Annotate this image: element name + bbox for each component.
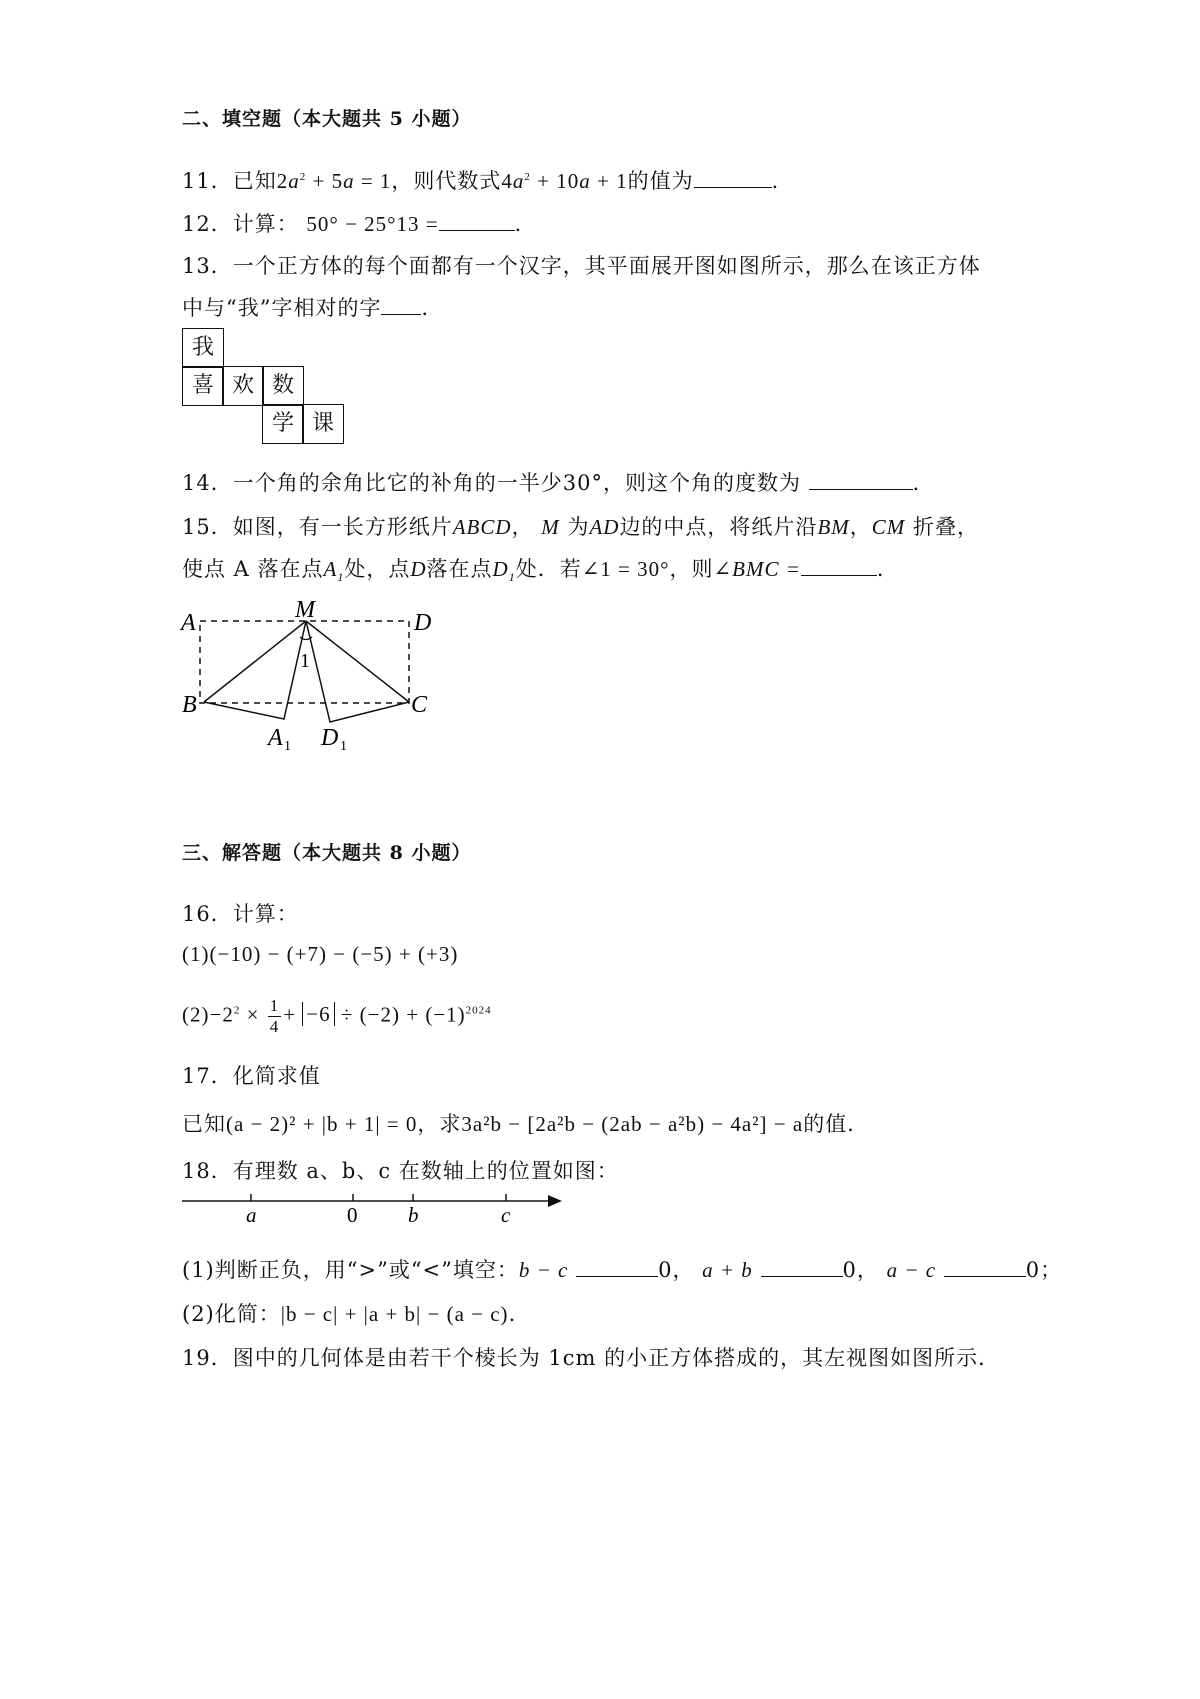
q16-exponent: 2024: [465, 1004, 492, 1017]
q16-number: 16．: [182, 902, 233, 926]
q16-p2-plus: +: [283, 1002, 297, 1027]
q15-comma2: ，: [849, 515, 872, 539]
label-b: B: [182, 692, 197, 718]
q18-p1-text: (1)判断正负，用“>”或“<”填空：: [182, 1258, 519, 1282]
question-17: [182, 1060, 321, 1090]
q15-text-k: 折叠，: [912, 515, 979, 539]
q15-point-m: M: [541, 515, 560, 539]
question-18-part1: [182, 1254, 1062, 1284]
net-cell-ke: 课: [302, 404, 344, 444]
q17-pre: 已知: [182, 1112, 226, 1136]
q19-text: 图中的几何体是由若干个棱长为 1cm 的小正方体搭成的，其左视图如图所示．: [232, 1346, 1001, 1370]
question-18-part2: [182, 1298, 531, 1328]
q18-end: ．: [508, 1302, 531, 1326]
net-cell-wo: 我: [182, 328, 224, 368]
q18-comma-2: ，: [856, 1258, 879, 1282]
label-a1-sub: 1: [284, 739, 291, 754]
q16-p2-rest: ÷ (−2) + (−1): [340, 1002, 466, 1027]
question-18: [182, 1155, 619, 1185]
net-cell-shu: 数: [262, 366, 304, 406]
q15-angle1: ∠1 = 30°: [581, 557, 670, 581]
q13-line2: 中与“我”字相对的字: [182, 296, 382, 320]
q11-mid: ，则代数式: [391, 169, 502, 193]
q11-end: ．: [771, 169, 794, 193]
question-19: [182, 1342, 1000, 1372]
q14-end: ．: [912, 471, 935, 495]
section3-title: 三、解答题（本大题共 8 小题）: [182, 842, 472, 864]
question-16-part2: $(2)-2^2$ × $\frac{1}{4}$ + $-6 \div (-2) + (-1)^{2024}$: [182, 996, 492, 1036]
q16-text: 计算：: [232, 902, 299, 926]
q15-text-g: 边的中点，将纸片沿: [619, 515, 818, 539]
q13-number: 13．: [182, 254, 233, 278]
axis-label-zero: 0: [347, 1203, 358, 1227]
q18-zero-3: 0: [1025, 1258, 1041, 1282]
label-d: D: [414, 610, 432, 636]
q17-post: 的值．: [803, 1112, 870, 1136]
q11-number: 11．: [182, 169, 233, 193]
q15-number: 15．: [182, 515, 233, 539]
q11-pre: 已知: [232, 169, 277, 193]
label-m: M: [295, 597, 315, 623]
q15-l2-e: 处．若: [515, 557, 582, 581]
q18-expr-b-minus-c: b − c: [518, 1258, 569, 1282]
q11-equation: $2a^2 + 5a = 1$: [276, 169, 392, 193]
axis-label-a: a: [246, 1203, 257, 1227]
q15-text-e: 为: [567, 515, 590, 539]
label-d1-sub: 1: [340, 739, 347, 754]
question-16-part1: [182, 942, 458, 967]
q15-point-d1: $D_1$: [492, 557, 516, 585]
question-16: [182, 898, 299, 928]
q15-l2-g: ，则: [669, 557, 714, 581]
q15-side-ad: AD: [589, 515, 620, 539]
q18-number: 18．: [182, 1159, 233, 1183]
axis-label-c: c: [501, 1203, 511, 1227]
label-angle-1: 1: [300, 650, 310, 672]
fraction-numerator: 1: [269, 996, 280, 1015]
q12-expression: 50° − 25°13 =: [306, 212, 439, 236]
q15-rect-name: ABCD: [452, 515, 512, 539]
q17-condition: (a − 2)² + |b + 1| = 0: [226, 1112, 418, 1136]
q16-fraction: [268, 996, 282, 1037]
q15-l2-a: 使点 A 落在点: [182, 557, 324, 581]
label-c: C: [411, 692, 428, 718]
net-cell-xue: 学: [262, 404, 304, 444]
q17-title: 化简求值: [232, 1064, 321, 1088]
q14-text: 一个角的余角比它的补角的一半少30°，则这个角的度数为: [232, 471, 801, 495]
q18-p2-expression: |b − c| + |a + b| − (a − c): [280, 1302, 509, 1326]
q15-point-a1: $A_1$: [323, 557, 345, 585]
q14-number: 14．: [182, 471, 233, 495]
q16-p2-label: (2): [182, 1002, 210, 1027]
q13-end: ．: [421, 296, 444, 320]
q12-text: 计算：: [232, 212, 299, 236]
q13-line1: 一个正方体的每个面都有一个汉字，其平面展开图如图所示，那么在该正方体: [232, 254, 981, 278]
q15-text-a: 如图，有一长方形纸片: [232, 515, 453, 539]
q12-number: 12．: [182, 212, 233, 236]
q18-zero-2: 0: [842, 1258, 857, 1282]
q18-semicolon: ；: [1040, 1258, 1063, 1282]
q17-number: 17．: [182, 1064, 233, 1088]
q11-expression: $4a^2 + 10a + 1$: [501, 169, 628, 193]
q15-line-bm: BM: [817, 515, 850, 539]
label-d1: D: [321, 725, 339, 751]
q16-p1-expression: (−10) − (+7) − (−5) + (+3): [209, 942, 459, 966]
fraction-denominator: 4: [269, 1017, 280, 1036]
question-17-expression: [182, 1108, 869, 1138]
q18-expr-a-plus-b: a + b: [702, 1258, 753, 1282]
q16-abs-value: −6: [302, 1002, 334, 1026]
net-cell-huan: 欢: [222, 366, 264, 406]
q12-end: ．: [514, 212, 537, 236]
axis-label-b: b: [408, 1203, 419, 1227]
q18-blank-2[interactable]: [761, 1258, 843, 1277]
q19-number: 19．: [182, 1346, 233, 1370]
q15-comma: ，: [511, 515, 534, 539]
q15-angle-bmc: ∠BMC =: [713, 557, 801, 581]
q18-text: 有理数 a、b、c 在数轴上的位置如图：: [232, 1159, 619, 1183]
net-cell-xi: 喜: [182, 366, 224, 406]
q18-expr-a-minus-c: a − c: [886, 1258, 937, 1282]
q16-p2-times: ×: [246, 1002, 260, 1027]
q15-line-cm: CM: [871, 515, 906, 539]
q15-point-d: D: [410, 557, 427, 581]
q15-l2-d: 落在点: [426, 557, 493, 581]
q15-end: ．: [876, 557, 899, 581]
q18-zero-1: 0: [658, 1258, 673, 1282]
q17-mid: ，求: [417, 1112, 462, 1136]
label-a: A: [181, 610, 196, 636]
label-a1: A: [268, 725, 283, 751]
q18-p2-text: (2)化简：: [182, 1302, 281, 1326]
q11-post: 的值为: [627, 169, 694, 193]
q18-blank-1[interactable]: [576, 1258, 658, 1277]
q18-blank-3[interactable]: [944, 1258, 1026, 1277]
q18-comma-1: ，: [672, 1258, 695, 1282]
q15-l2-b: 处，点: [344, 557, 411, 581]
q16-p2-base: −2: [209, 1002, 234, 1027]
q16-p1-label: (1): [182, 942, 210, 966]
q17-expression: 3a²b − [2a²b − (2ab − a²b) − 4a²] − a: [461, 1112, 804, 1136]
section2-title: 二、填空题（本大题共 5 小题）: [182, 108, 472, 130]
